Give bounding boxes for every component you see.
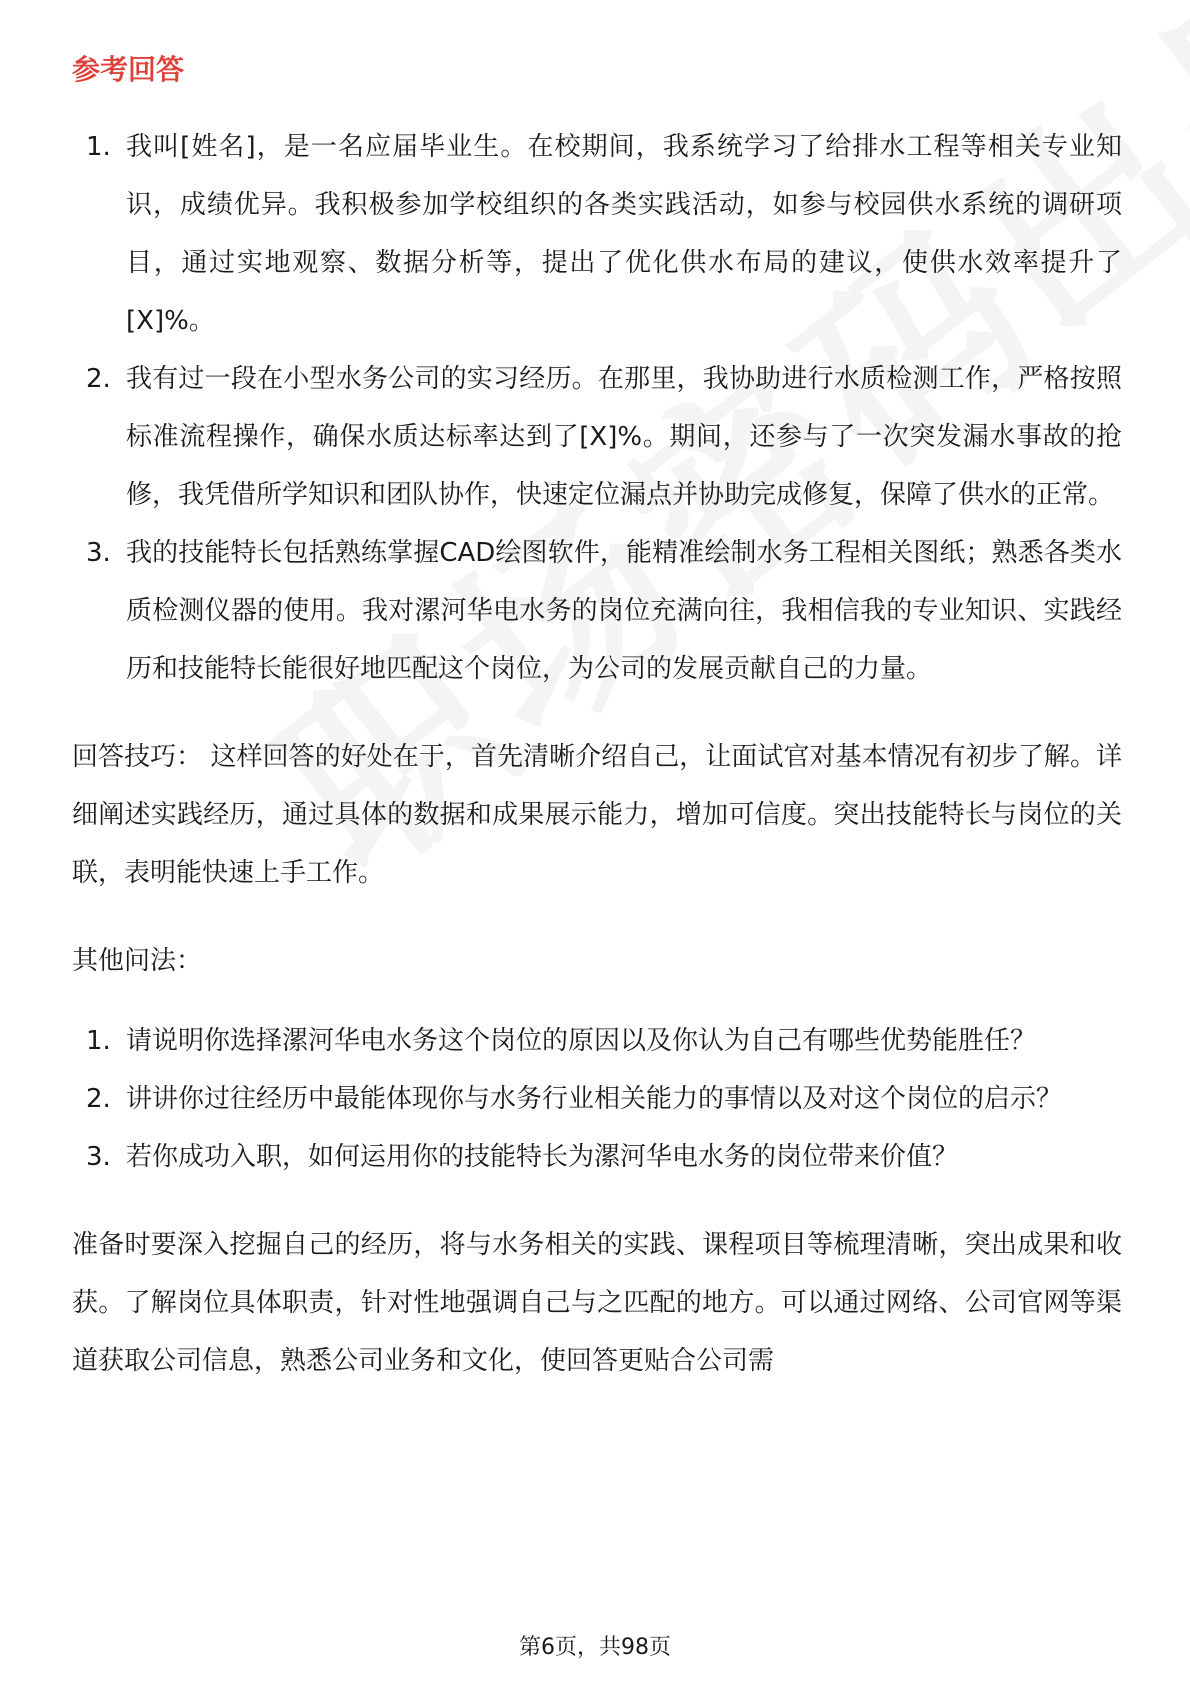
list-number: 2. bbox=[86, 364, 111, 394]
list-number: 2. bbox=[86, 1084, 111, 1114]
list-item bbox=[72, 118, 1122, 350]
list-item bbox=[72, 524, 1122, 698]
list-item bbox=[72, 1128, 1122, 1186]
list-item-text: 讲讲你过往经历中最能体现你与水务行业相关能力的事情以及对这个岗位的启示？ bbox=[126, 1084, 1063, 1114]
other-questions-title: 其他问法： bbox=[72, 946, 203, 976]
preparation-advice: 准备时要深入挖掘自己的经历，将与水务相关的实践、课程项目等梳理清晰，突出成果和收获。了解岗位具体职责，针对性地强调自己与之匹配的地方。可以通过网络、公司官网等渠道获取公司信息，熟悉公司业务和文化，使回答更贴合公司需 bbox=[72, 1230, 1122, 1376]
list-item-text: 我有过一段在小型水务公司的实习经历。在那里，我协助进行水质检测工作，严格按照标准流程操作，确保水质达标率达到了[X]%。期间，还参与了一次突发漏水事故的抢修，我凭借所学知识和团队协作，快速定位漏点并协助完成修复，保障了供水的正常。 bbox=[126, 364, 1122, 510]
answer-tips: 回答技巧： 这样回答的好处在于，首先清晰介绍自己，让面试官对基本情况有初步了解。详细阐述实践经历，通过具体的数据和成果展示能力，增加可信度。突出技能特长与岗位的关联，表明能快速上手工作。 bbox=[72, 742, 1122, 888]
list-item-text: 请说明你选择漯河华电水务这个岗位的原因以及你认为自己有哪些优势能胜任？ bbox=[126, 1026, 1037, 1056]
list-number: 3. bbox=[86, 538, 111, 568]
list-item-text: 若你成功入职，如何运用你的技能特长为漯河华电水务的岗位带来价值？ bbox=[126, 1142, 959, 1172]
list-number: 1. bbox=[86, 1026, 111, 1056]
other-questions-list bbox=[72, 1012, 1122, 1186]
document-page bbox=[72, 40, 1122, 1390]
answer-list bbox=[72, 118, 1122, 698]
list-item bbox=[72, 350, 1122, 524]
list-item bbox=[72, 1070, 1122, 1128]
list-item bbox=[72, 1012, 1122, 1070]
list-item-text: 我叫[姓名]，是一名应届毕业生。在校期间，我系统学习了给排水工程等相关专业知识，成绩优异。我积极参加学校组织的各类实践活动，如参与校园供水系统的调研项目，通过实地观察、数据分析等，提出了优化供水布局的建议，使供水效率提升了[X]%。 bbox=[126, 132, 1122, 336]
list-number: 1. bbox=[86, 132, 111, 162]
list-item-text: 我的技能特长包括熟练掌握CAD绘图软件，能精准绘制水务工程相关图纸；熟悉各类水质检测仪器的使用。我对漯河华电水务的岗位充满向往，我相信我的专业知识、实践经历和技能特长能很好地匹配这个岗位，为公司的发展贡献自己的力量。 bbox=[126, 538, 1122, 684]
page-footer: 第6页，共98页 bbox=[519, 1635, 671, 1660]
section-heading: 参考回答 bbox=[72, 53, 185, 86]
list-number: 3. bbox=[86, 1142, 111, 1172]
